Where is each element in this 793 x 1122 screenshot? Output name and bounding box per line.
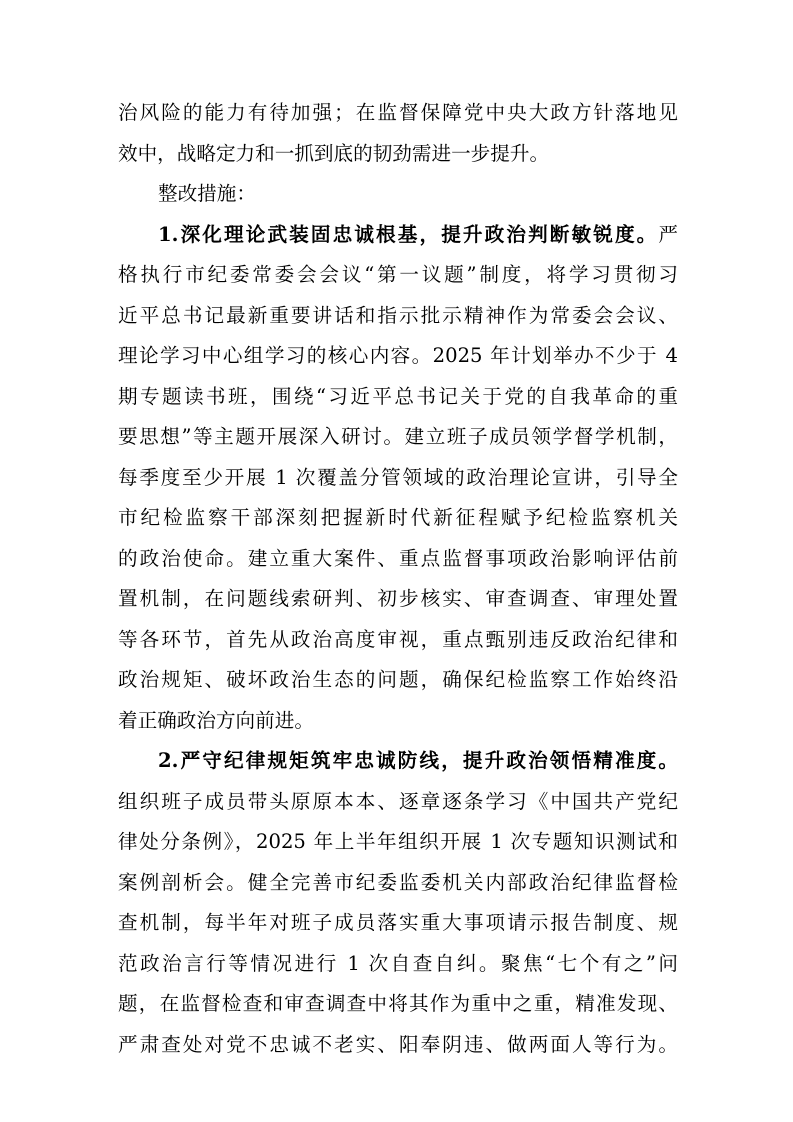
text-line <box>118 296 678 337</box>
text-run: 治风险的能力有待加强；在监督保障党中央大政方针落地见 <box>118 101 678 124</box>
text-run: 置机制，在问题线索研判、初步核实、审查调查、审理处置 <box>118 587 678 610</box>
text-run: 市纪检监察干部深刻把握新时代新征程赋予纪检监察机关 <box>118 506 678 529</box>
text-run: 查机制，每半年对班子成员落实重大事项请示报告制度、规 <box>118 911 678 934</box>
text-run: 严 <box>658 222 678 246</box>
text-run: 期专题读书班，围绕“习近平总书记关于党的自我革命的重 <box>118 384 678 408</box>
text-run: 理论学习中心组学习的核心内容。2025 年计划举办不少于 4 <box>118 344 678 367</box>
text-line <box>118 498 678 539</box>
text-run: 政治规矩、破坏政治生态的问题，确保纪检监察工作始终沿 <box>118 668 678 691</box>
text-run: 严肃查处对党不忠诚不老实、阳奉阴违、做两面人等行为。 <box>118 1032 678 1056</box>
bold-text-run: 2.严守纪律规矩筑牢忠诚防线，提升政治领悟精准度。 <box>158 749 678 772</box>
text-run: 要思想”等主题开展深入研讨。建立班子成员领学督学机制， <box>118 425 678 448</box>
text-line <box>118 255 678 296</box>
text-line <box>118 215 678 256</box>
text-line <box>118 93 678 134</box>
text-line <box>118 174 678 215</box>
text-line <box>118 579 678 620</box>
text-run: 格执行市纪委常委会会议“第一议题”制度，将学习贯彻习 <box>118 263 678 286</box>
text-line <box>118 822 678 863</box>
text-line <box>118 539 678 580</box>
text-line <box>118 458 678 499</box>
text-run: 整改措施： <box>158 182 256 205</box>
text-run: 的政治使命。建立重大案件、重点监督事项政治影响评估前 <box>118 546 678 570</box>
text-line <box>118 417 678 458</box>
text-run: 律处分条例》，2025 年上半年组织开展 1 次专题知识测试和 <box>118 830 678 853</box>
text-run: 着正确政治方向前进。 <box>118 708 314 732</box>
text-run: 组织班子成员带头原原本本、逐章逐条学习《中国共产党纪 <box>118 789 678 813</box>
text-run: 范政治言行等情况进行 1 次自查自纠。聚焦“七个有之”问 <box>118 951 678 975</box>
text-line <box>118 782 678 823</box>
document-body <box>118 93 678 1065</box>
text-run: 效中，战略定力和一抓到底的韧劲需进一步提升。 <box>118 141 550 165</box>
text-line <box>118 863 678 904</box>
text-run: 案例剖析会。健全完善市纪委监委机关内部政治纪律监督检 <box>118 870 678 894</box>
text-line <box>118 741 678 782</box>
text-run: 每季度至少开展 1 次覆盖分管领域的政治理论宣讲，引导全 <box>118 465 678 489</box>
text-line <box>118 944 678 985</box>
text-run: 近平总书记最新重要讲话和指示批示精神作为常委会会议、 <box>118 303 678 327</box>
text-line <box>118 134 678 175</box>
text-line <box>118 336 678 377</box>
text-line <box>118 377 678 418</box>
text-line <box>118 701 678 742</box>
text-line <box>118 1025 678 1066</box>
text-line <box>118 903 678 944</box>
text-run: 题，在监督检查和审查调查中将其作为重中之重，精准发现、 <box>118 992 678 1015</box>
text-line <box>118 620 678 661</box>
text-line <box>118 660 678 701</box>
bold-text-run: 1.深化理论武装固忠诚根基，提升政治判断敏锐度。 <box>158 222 659 246</box>
text-run: 等各环节，首先从政治高度审视，重点甄别违反政治纪律和 <box>118 627 678 651</box>
text-line <box>118 984 678 1025</box>
